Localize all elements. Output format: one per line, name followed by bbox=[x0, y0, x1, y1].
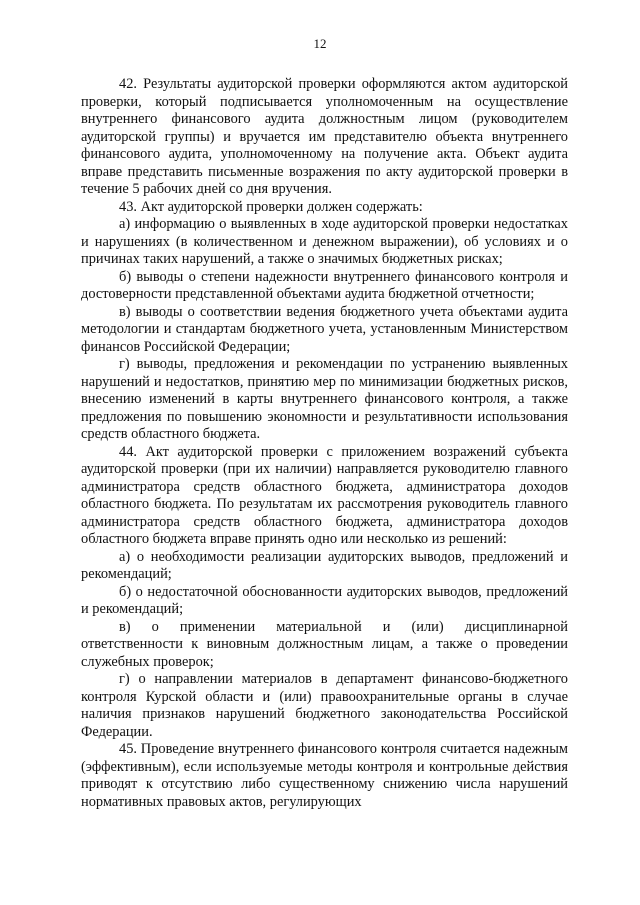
paragraph-43-g: г) выводы, предложения и рекомендации по устранению выявленных нарушений и недостатков, принятию мер по минимизации бюджетных рисков, внесению изменений в карты внутреннего финансового контроля, а также предложения по повышению экономности и результативности использования средств областного бюджета. bbox=[81, 356, 568, 442]
page-number: 12 bbox=[313, 36, 327, 51]
paragraph-44-b: б) о недостаточной обоснованности аудиторских выводов, предложений и рекомендаций; bbox=[81, 583, 568, 617]
document-body bbox=[81, 76, 568, 811]
paragraph-42: 42. Результаты аудиторской проверки оформляются актом аудиторской проверки, который подписывается уполномоченным на осуществление внутреннего финансового аудита должностным лицом (руководителем аудиторской группы) и вручается им представителю объекта внутреннего финансового аудита, уполномоченному на получение акта. Объект аудита вправе представить письменные возражения по акту аудиторской проверки в течение 5 рабочих дней со дня вручения. bbox=[81, 76, 568, 197]
paragraph-44-g: г) о направлении материалов в департамент финансово-бюджетного контроля Курской области и (или) правоохранительные органы в случае наличия признаков нарушений бюджетного законодательства Российской Федерации. bbox=[81, 671, 568, 740]
paragraph-43-intro: 43. Акт аудиторской проверки должен содержать: bbox=[119, 198, 423, 215]
paragraph-44-a: а) о необходимости реализации аудиторских выводов, предложений и рекомендаций; bbox=[81, 548, 568, 582]
paragraph-45: 45. Проведение внутреннего финансового контроля считается надежным (эффективным), если используемые методы контроля и контрольные действия приводят к отсутствию либо существенному снижению числа нарушений нормативных правовых актов, регулирующих bbox=[81, 741, 568, 810]
paragraph-44-v: в) о применении материальной и (или) дисциплинарной ответственности к виновным должностным лицам, а также о проведении служебных проверок; bbox=[81, 618, 568, 670]
paragraph-43-b: б) выводы о степени надежности внутреннего финансового контроля и достоверности представленной объектами аудита бюджетной отчетности; bbox=[81, 268, 568, 302]
paragraph-43-a: а) информацию о выявленных в ходе аудиторской проверки недостатках и нарушениях (в количественном и денежном выражении), об условиях и о причинах таких нарушений, а также о значимых бюджетных рисках; bbox=[81, 216, 568, 267]
paragraph-43-v: в) выводы о соответствии ведения бюджетного учета объектами аудита методологии и стандартам бюджетного учета, установленным Министерством финансов Российской Федерации; bbox=[81, 303, 568, 355]
paragraph-44: 44. Акт аудиторской проверки с приложением возражений субъекта аудиторской проверки (при их наличии) направляется руководителю главного администратора средств областного бюджета, администратора доходов областного бюджета. По результатам их рассмотрения руководитель главного администратора средств областного бюджета, администратора доходов областного бюджета вправе принять одно или несколько из решений: bbox=[81, 443, 568, 547]
